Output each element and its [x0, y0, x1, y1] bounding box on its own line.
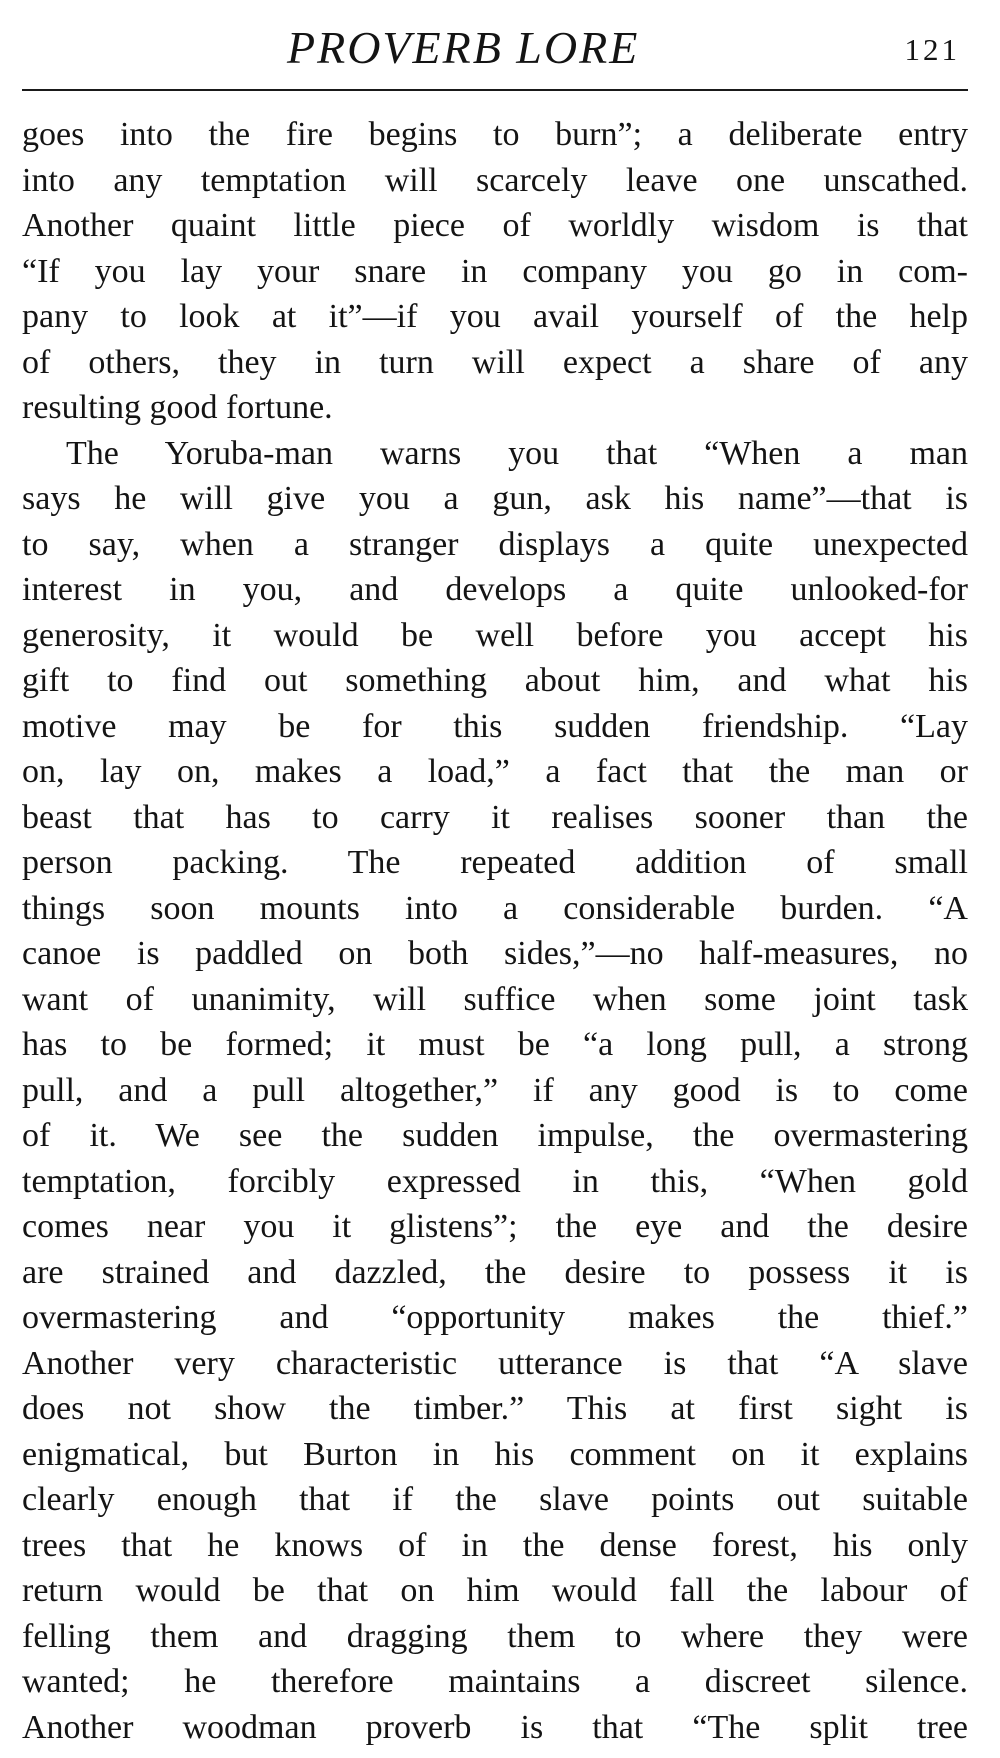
- text-line: generosity, it would be well before you accept his: [22, 616, 968, 654]
- text-line: Another very characteristic utterance is that “A slave: [22, 1344, 968, 1382]
- text-line: trees that he knows of in the dense forest, his only: [22, 1526, 968, 1564]
- text-line: into any temptation will scarcely leave one unscathed.: [22, 161, 968, 199]
- text-line: comes near you it glistens”; the eye and the desire: [22, 1208, 968, 1245]
- text-line: has to be formed; it must be “a long pull, a strong: [22, 1026, 968, 1063]
- text-line: enigmatical, but Burton in his comment on it explains: [22, 1435, 968, 1473]
- text-line: motive may be for this sudden friendship. “Lay: [22, 707, 968, 745]
- text-line: does not show the timber.” This at first sight is: [22, 1390, 968, 1427]
- text-line: of others, they in turn will expect a share of any: [22, 343, 968, 381]
- body-text: [22, 112, 968, 1750]
- text-line: clearly enough that if the slave points out suitable: [22, 1481, 968, 1518]
- running-head-title: PROVERB LORE: [287, 22, 640, 73]
- text-line: gift to find out something about him, and what his: [22, 662, 968, 699]
- text-line: goes into the fire begins to burn”; a deliberate entry: [22, 116, 968, 153]
- running-head: [22, 18, 968, 78]
- text-line: want of unanimity, will suffice when some joint task: [22, 980, 968, 1018]
- text-line: wanted; he therefore maintains a discreet silence.: [22, 1663, 968, 1700]
- text-line: felling them and dragging them to where they were: [22, 1617, 968, 1655]
- text-line: return would be that on him would fall the labour of: [22, 1572, 968, 1609]
- page-number: 121: [904, 32, 960, 67]
- text-line: Another quaint little piece of worldly wisdom is that: [22, 207, 968, 244]
- text-line: things soon mounts into a considerable burden. “A: [22, 889, 968, 927]
- text-line: Another woodman proverb is that “The split tree: [22, 1708, 968, 1746]
- text-line: person packing. The repeated addition of small: [22, 844, 968, 881]
- text-line: temptation, forcibly expressed in this, “When gold: [22, 1162, 968, 1200]
- text-line: beast that has to carry it realises sooner than the: [22, 798, 968, 836]
- text-line: are strained and dazzled, the desire to possess it is: [22, 1253, 968, 1291]
- text-line: says he will give you a gun, ask his name”—that is: [22, 480, 968, 517]
- header-rule: [22, 89, 968, 91]
- paragraph-start-line: The Yoruba-man warns you that “When a man: [66, 434, 968, 472]
- text-line: overmastering and “opportunity makes the thief.”: [22, 1299, 968, 1336]
- text-line: “If you lay your snare in company you go in com-: [22, 252, 968, 290]
- text-line: canoe is paddled on both sides,”—no half-measures, no: [22, 935, 968, 972]
- text-line: on, lay on, makes a load,” a fact that the man or: [22, 753, 968, 790]
- paragraph-end-line: resulting good fortune.: [22, 389, 333, 426]
- text-line: interest in you, and develops a quite unlooked-for: [22, 571, 968, 608]
- text-line: pull, and a pull altogether,” if any good is to come: [22, 1071, 968, 1109]
- text-line: to say, when a stranger displays a quite unexpected: [22, 525, 968, 563]
- text-line: of it. We see the sudden impulse, the overmastering: [22, 1117, 968, 1154]
- text-line: pany to look at it”—if you avail yourself of the help: [22, 298, 968, 335]
